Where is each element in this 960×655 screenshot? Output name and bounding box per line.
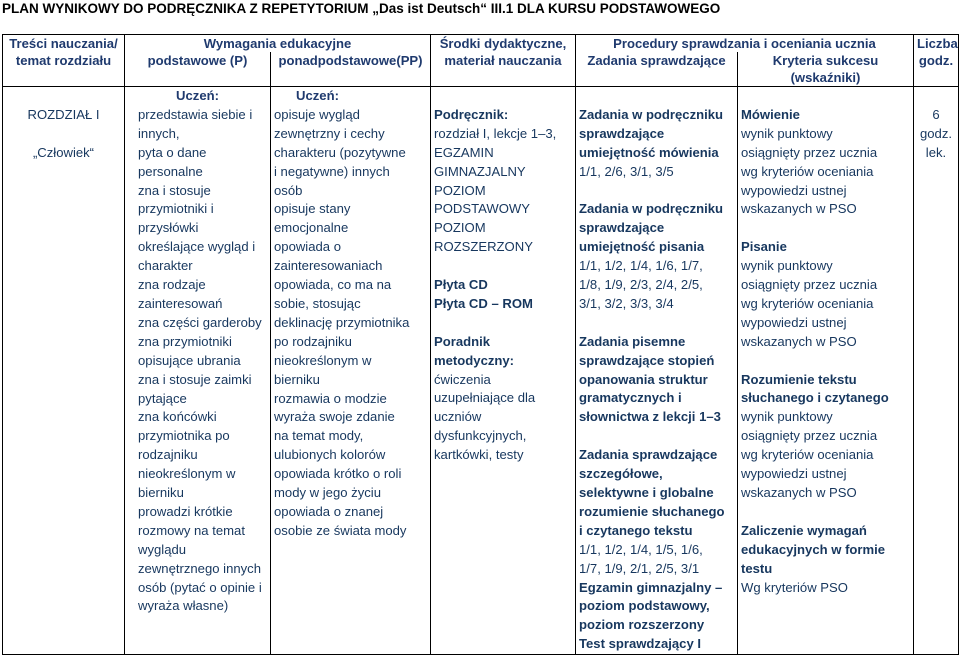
criteria-line: wynik punktowy	[741, 125, 833, 141]
basic-requirement-line: wyglądu	[138, 541, 187, 557]
task-heading-line: gramatycznych i	[579, 390, 682, 406]
basic-requirement-line: przymiotniki i	[138, 201, 214, 217]
task-heading-line: umiejętność pisania	[579, 239, 705, 255]
extended-requirement-line: bierniku	[274, 371, 320, 387]
criteria-heading-line: słuchanego i czytanego	[741, 390, 889, 406]
basic-requirement-line: wyraża własne)	[138, 598, 229, 614]
extended-requirement-line: charakteru (pozytywne	[274, 144, 406, 160]
basic-requirement-line: zna rodzaje	[138, 277, 206, 293]
exam-line: poziom podstawowy,	[579, 598, 710, 614]
exam-line: poziom rozszerzony	[579, 617, 705, 633]
extended-requirement-line: sobie, stosując	[274, 295, 361, 311]
header-criteria: Kryteria sukcesu (wskaźniki)	[738, 52, 914, 87]
criteria-line: wg kryteriów oceniania	[741, 295, 874, 311]
criteria-heading-line: Rozumienie tekstu	[741, 371, 857, 387]
basic-requirement-line: rozmowy na temat	[138, 522, 245, 538]
extended-requirement-line: opisuje stany	[274, 201, 351, 217]
criteria-line: osiągnięty przez ucznia	[741, 277, 878, 293]
extended-requirement-line: rozmawia o modzie	[274, 390, 387, 406]
task-heading-line: sprawdzające stopień	[579, 352, 715, 368]
basic-requirement-line: nieokreślonym w	[138, 466, 236, 482]
criteria-line: osiągnięty przez ucznia	[741, 428, 878, 444]
criteria-line: wskazanych w PSO	[741, 484, 857, 500]
chapter-cell: ROZDZIAŁ I „Człowiek“	[3, 87, 125, 655]
task-value-line: 3/1, 3/2, 3/3, 3/4	[579, 295, 674, 311]
task-heading-line: rozumienie słuchanego	[579, 503, 725, 519]
guide-line: dysfunkcyjnych,	[434, 428, 527, 444]
extended-requirement-line: osobie ze świata mody	[274, 522, 407, 538]
task-heading-line: Zadania sprawdzające	[579, 447, 718, 463]
criteria-heading-line: Zaliczenie wymagań	[741, 522, 867, 538]
task-heading-line: umiejętność mówienia	[579, 144, 719, 160]
criteria-line: wg kryteriów oceniania	[741, 447, 874, 463]
textbook-line: POZIOM	[434, 182, 486, 198]
header-extended: ponadpodstawowe(PP)	[271, 52, 431, 87]
extended-requirement-line: zewnętrzny i cechy	[274, 125, 385, 141]
criteria-line: wskazanych w PSO	[741, 333, 857, 349]
basic-requirement-line: zna przymiotniki	[138, 333, 232, 349]
task-value-line: 1/1, 2/6, 3/1, 3/5	[579, 163, 674, 179]
extended-requirements: Uczeń: opisuje wygląd zewnętrzny i cechy charakteru (pozytywne i negatywne) innych osób opisuje stany emocjonalne opowiada o zainteresowaniach opowiada, co ma na sobie, stosując deklinację przymiotnika po rodzajniku nieokreślonym w bierniku rozmawia o modzie wyraża swoje zdanie na temat mody, ulubionych kolorów opowiada krótko o roli mody w jego życiu opowiada o znanej osobie ze świata mody	[271, 87, 431, 655]
task-heading-line: Zadania w podręczniku	[579, 201, 724, 217]
basic-requirement-line: osób (pytać o opinie i	[138, 579, 262, 595]
extended-requirement-line: nieokreślonym w	[274, 352, 372, 368]
header-requirements: Wymagania edukacyjne	[125, 35, 431, 53]
task-heading-line: Zadania w podręczniku	[579, 106, 724, 122]
task-value-line: 1/8, 1/9, 2/3, 2/4, 2/5,	[579, 277, 703, 293]
basic-requirement-line: bierniku	[138, 485, 184, 501]
header-row-1	[3, 35, 959, 53]
basic-requirement-line: opisujące ubrania	[138, 352, 241, 368]
task-heading-line: Zadania pisemne	[579, 333, 686, 349]
task-value-line: 1/1, 1/2, 1/4, 1/5, 1/6,	[579, 541, 703, 557]
tasks-cell	[576, 87, 738, 655]
basic-requirement-line: rodzajniku	[138, 447, 198, 463]
basic-requirement-line: zainteresowań	[138, 295, 223, 311]
header-row-2	[3, 52, 959, 87]
hours-line: 6	[932, 106, 940, 122]
criteria-heading-line: edukacyjnych w formie	[741, 541, 886, 557]
extended-requirement-line: mody w jego życiu	[274, 485, 381, 501]
task-heading-line: selektywne i globalne	[579, 484, 714, 500]
hours-line: lek.	[925, 144, 947, 160]
criteria-line: wynik punktowy	[741, 258, 833, 274]
extended-requirement-line: opowiada o	[274, 239, 341, 255]
extended-requirement-line: opowiada krótko o roli	[274, 466, 402, 482]
criteria-line: wynik punktowy	[741, 409, 833, 425]
basic-requirement-line: przedstawia siebie i	[138, 106, 253, 122]
basic-requirement-line: pytające	[138, 390, 187, 406]
textbook-line: POZIOM	[434, 220, 486, 236]
header-basic: podstawowe (P)	[125, 52, 271, 87]
basic-requirement-line: zna części garderoby	[138, 314, 262, 330]
task-heading-line: sprawdzające	[579, 125, 665, 141]
task-heading-line: słownictwa z lekcji 1–3	[579, 409, 721, 425]
header-materials-1: Środki dydaktyczne,	[431, 35, 576, 53]
plan-table	[2, 34, 959, 655]
extended-requirement-line: deklinację przymiotnika	[274, 314, 410, 330]
hours-cell	[914, 87, 959, 655]
basic-requirement-line: przymiotnika po	[138, 428, 230, 444]
extended-requirement-line: emocjonalne	[274, 220, 349, 236]
task-heading-line: sprawdzające	[579, 220, 665, 236]
criteria-line: wypowiedzi ustnej	[741, 314, 847, 330]
criteria-cell: Mówienie wynik punktowy osiągnięty przez ucznia wg kryteriów oceniania wypowiedzi ustnej wskazanych w PSO Pisanie wynik punktowy osiągnięty przez ucznia wg kryteriów oceniania wypowiedzi ustnej wskazanych w PSO Rozumienie tekstu słuchanego i czytanego wynik punktowy osiągnięty przez ucznia wg kryteriów oceniania wypowiedzi ustnej wskazanych w PSO Zaliczenie wymagań edukacyjnych w formie testu Wg kryteriów PSO	[738, 87, 914, 655]
textbook-line: EGZAMIN	[434, 144, 494, 160]
guide-line: uczniów	[434, 409, 482, 425]
extended-requirement-line: osób	[274, 182, 303, 198]
criteria-line: wg kryteriów oceniania	[741, 163, 874, 179]
extended-requirement-line: opisuje wygląd	[274, 106, 360, 122]
header-materials-2: materiał nauczania	[431, 52, 576, 87]
extended-requirement-line: zainteresowaniach	[274, 258, 383, 274]
header-procedures: Procedury sprawdzania i oceniania ucznia	[576, 35, 914, 53]
guide-line: kartkówki, testy	[434, 447, 524, 463]
basic-requirement-line: pyta o dane	[138, 144, 207, 160]
header-hours: Liczba godz.	[914, 35, 959, 87]
header-tasks: Zadania sprawdzające	[576, 52, 738, 87]
basic-requirement-line: przysłówki	[138, 220, 199, 236]
extended-requirement-line: opowiada o znanej	[274, 503, 384, 519]
task-heading-line: opanowania struktur	[579, 371, 708, 387]
exam-line: Test sprawdzający I	[579, 636, 702, 652]
criteria-line: wskazanych w PSO	[741, 201, 857, 217]
page-title: PLAN WYNIKOWY DO PODRĘCZNIKA Z REPETYTORIUM „Das ist Deutsch“ III.1 DLA KURSU PODSTAWOWEGO	[2, 1, 721, 16]
basic-requirement-line: zna i stosuje	[138, 182, 211, 198]
criteria-line: wypowiedzi ustnej	[741, 182, 847, 198]
criteria-heading-line: testu	[741, 560, 773, 576]
extended-requirement-line: na temat mody,	[274, 428, 364, 444]
basic-requirements: Uczeń: przedstawia siebie i innych, pyta o dane personalne zna i stosuje przymiotniki i przysłówki określające wygląd i charakter zna rodzaje zainteresowań zna części garderoby zna przymiotniki opisujące ubrania zna i stosuje zaimki pytające zna końcówki przymiotnika po rodzajniku nieokreślonym w bierniku prowadzi krótkie rozmowy na temat wyglądu zewnętrznego innych osób (pytać o opinie i wyraża własne)	[125, 87, 271, 655]
basic-requirement-line: zna końcówki	[138, 409, 217, 425]
basic-requirement-line: zna i stosuje zaimki	[138, 371, 252, 387]
basic-requirement-line: zewnętrznego innych	[138, 560, 262, 576]
extended-requirement-line: ulubionych kolorów	[274, 447, 386, 463]
task-value-line: 1/1, 1/2, 1/4, 1/6, 1/7,	[579, 258, 703, 274]
criteria-line: wypowiedzi ustnej	[741, 466, 847, 482]
materials-cell: Podręcznik: rozdział I, lekcje 1–3, EGZAMIN GIMNAZJALNY POZIOM PODSTAWOWY POZIOM ROZSZERZONY Płyta CD Płyta CD – ROM Poradnik metodyczny: ćwiczenia uzupełniające dla uczniów dysfunkcyjnych, kartkówki, testy	[431, 87, 576, 655]
chapter-row	[3, 87, 959, 655]
textbook-line: ROZSZERZONY	[434, 239, 533, 255]
criteria-line: osiągnięty przez ucznia	[741, 144, 878, 160]
task-heading-line: i czytanego tekstu	[579, 522, 693, 538]
criteria-line: Wg kryteriów PSO	[741, 579, 848, 595]
basic-requirement-line: innych,	[138, 125, 180, 141]
basic-requirement-line: prowadzi krótkie	[138, 503, 233, 519]
textbook-line: GIMNAZJALNY	[434, 163, 526, 179]
basic-requirement-line: personalne	[138, 163, 203, 179]
guide-line: uzupełniające dla	[434, 390, 536, 406]
hours-line: godz.	[919, 125, 953, 141]
task-heading-line: szczegółowe,	[579, 466, 663, 482]
extended-requirement-line: opowiada, co ma na	[274, 277, 392, 293]
basic-requirement-line: charakter	[138, 258, 193, 274]
extended-requirement-line: po rodzajniku	[274, 333, 352, 349]
exam-line: Egzamin gimnazjalny –	[579, 579, 723, 595]
textbook-line: rozdział I, lekcje 1–3,	[434, 125, 557, 141]
extended-requirement-line: i negatywne) innych	[274, 163, 390, 179]
task-value-line: 1/7, 1/9, 2/1, 2/5, 3/1	[579, 560, 700, 576]
basic-requirement-line: określające wygląd i	[138, 239, 256, 255]
guide-line: ćwiczenia	[434, 371, 491, 387]
header-topic: Treści nauczania/ temat rozdziału	[3, 35, 125, 87]
extended-requirement-line: wyraża swoje zdanie	[274, 409, 395, 425]
textbook-line: PODSTAWOWY	[434, 201, 531, 217]
